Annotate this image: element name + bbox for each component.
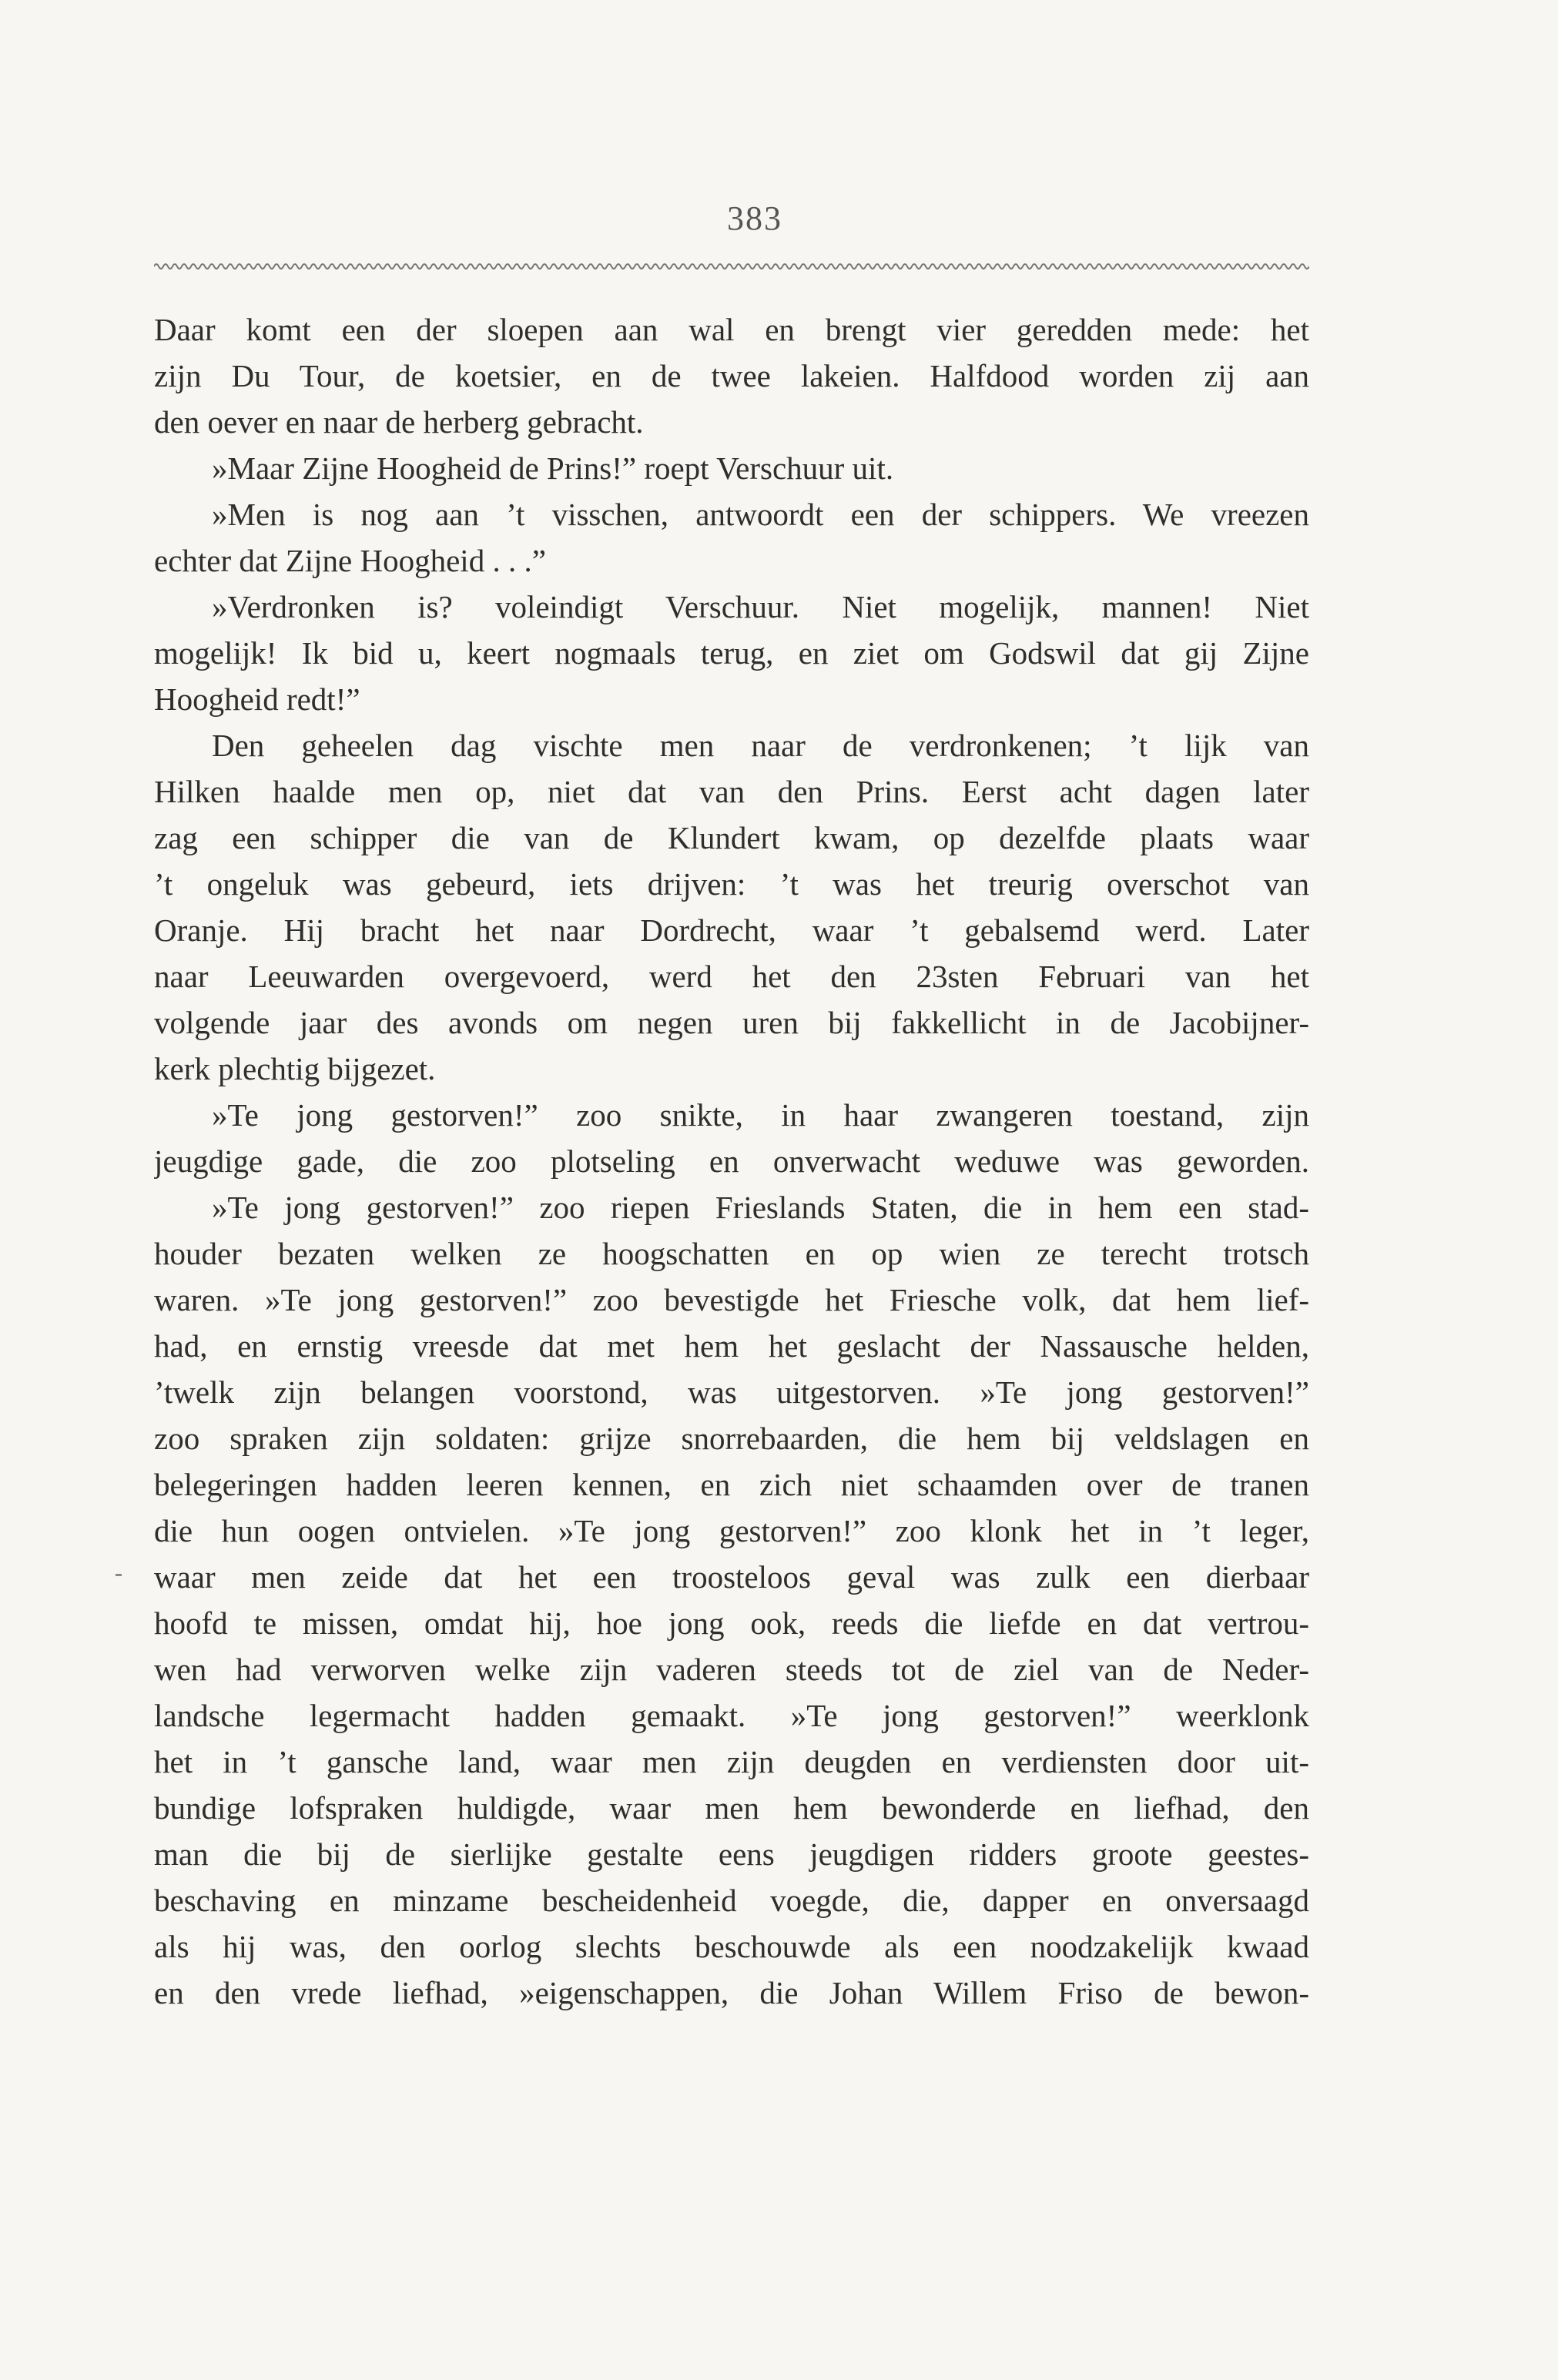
body-text xyxy=(154,306,1309,2016)
text-line: waren. »Te jong gestorven!” zoo bevestigde het Friesche volk, dat hem lief- xyxy=(154,1282,1309,1317)
wavy-rule xyxy=(154,259,1309,274)
text-line: wen had verworven welke zijn vaderen steeds tot de ziel van de Neder- xyxy=(154,1652,1309,1687)
text-line: hoofd te missen, omdat hij, hoe jong ook, reeds die liefde en dat vertrou- xyxy=(154,1605,1309,1641)
text-line: het in ’t gansche land, waar men zijn deugden en verdiensten door uit- xyxy=(154,1744,1309,1779)
text-line: »Maar Zijne Hoogheid de Prins!” roept Verschuur uit. xyxy=(212,450,894,486)
text-line: die hun oogen ontvielen. »Te jong gestorven!” zoo klonk het in ’t leger, xyxy=(154,1513,1309,1548)
text-line: beschaving en minzame bescheidenheid voegde, die, dapper en onversaagd xyxy=(154,1883,1309,1918)
text-line: man die bij de sierlijke gestalte eens jeugdigen ridders groote geestes- xyxy=(154,1836,1309,1872)
text-line: Hilken haalde men op, niet dat van den Prins. Eerst acht dagen later xyxy=(154,774,1309,809)
text-line: Den geheelen dag vischte men naar de verdronkenen; ’t lijk van xyxy=(212,728,1309,763)
text-line: Hoogheid redt!” xyxy=(154,681,360,717)
text-line: den oever en naar de herberg gebracht. xyxy=(154,404,644,440)
margin-mark xyxy=(116,1574,122,1576)
text-line: belegeringen hadden leeren kennen, en zich niet schaamden over de tranen xyxy=(154,1467,1309,1502)
text-line: en den vrede liefhad, »eigenschappen, die Johan Willem Friso de bewon- xyxy=(154,1975,1309,2010)
text-line: houder bezaten welken ze hoogschatten en op wien ze terecht trotsch xyxy=(154,1236,1309,1271)
text-line: »Men is nog aan ’t visschen, antwoordt een der schippers. We vreezen xyxy=(212,497,1309,532)
text-line: naar Leeuwarden overgevoerd, werd het den 23sten Februari van het xyxy=(154,959,1309,994)
text-line: zijn Du Tour, de koetsier, en de twee lakeien. Halfdood worden zij aan xyxy=(154,358,1309,393)
text-line: mogelijk! Ik bid u, keert nogmaals terug, en ziet om Godswil dat gij Zijne xyxy=(154,635,1309,671)
text-line: zag een schipper die van de Klundert kwam, op dezelfde plaats waar xyxy=(154,820,1309,855)
text-line: ’t ongeluk was gebeurd, iets drijven: ’t was het treurig overschot van xyxy=(154,866,1309,902)
page-number: 383 xyxy=(727,199,782,237)
text-line: bundige lofspraken huldigde, waar men hem bewonderde en liefhad, den xyxy=(154,1790,1309,1826)
text-line: Daar komt een der sloepen aan wal en brengt vier geredden mede: het xyxy=(154,312,1309,347)
text-line: jeugdige gade, die zoo plotseling en onverwacht weduwe was geworden. xyxy=(154,1143,1309,1179)
text-line: zoo spraken zijn soldaten: grijze snorrebaarden, die hem bij veldslagen en xyxy=(154,1421,1309,1456)
text-line: kerk plechtig bijgezet. xyxy=(154,1051,436,1086)
text-line: had, en ernstig vreesde dat met hem het geslacht der Nassausche helden, xyxy=(154,1328,1309,1364)
text-line: landsche legermacht hadden gemaakt. »Te jong gestorven!” weerklonk xyxy=(154,1698,1309,1733)
text-line: als hij was, den oorlog slechts beschouwde als een noodzakelijk kwaad xyxy=(154,1929,1309,1964)
text-line: Oranje. Hij bracht het naar Dordrecht, waar ’t gebalsemd werd. Later xyxy=(154,912,1309,948)
text-line: echter dat Zijne Hoogheid . . .” xyxy=(154,543,546,578)
text-line: »Te jong gestorven!” zoo snikte, in haar zwangeren toestand, zijn xyxy=(212,1097,1309,1133)
text-line: »Verdronken is? voleindigt Verschuur. Niet mogelijk, mannen! Niet xyxy=(212,589,1309,624)
text-line: waar men zeide dat het een troosteloos geval was zulk een dierbaar xyxy=(154,1559,1309,1595)
text-line: ’twelk zijn belangen voorstond, was uitgestorven. »Te jong gestorven!” xyxy=(154,1374,1309,1410)
text-line: volgende jaar des avonds om negen uren bij fakkellicht in de Jacobijner- xyxy=(154,1005,1309,1040)
text-line: »Te jong gestorven!” zoo riepen Frieslands Staten, die in hem een stad- xyxy=(212,1190,1309,1225)
